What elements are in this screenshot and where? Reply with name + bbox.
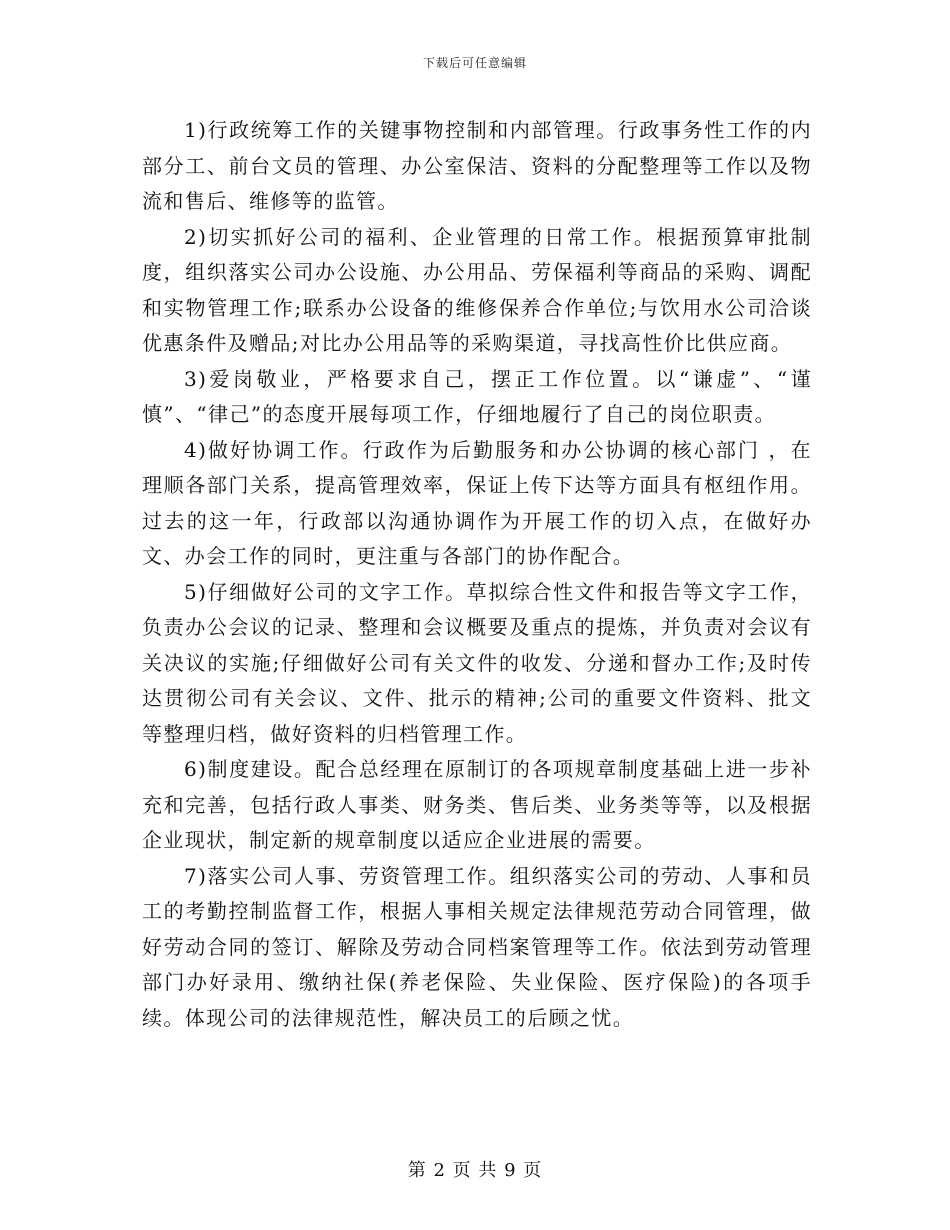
paragraph-3: 3)爱岗敬业，严格要求自己，摆正工作位置。以“谦虚”、“谨慎”、“律己”的态度开展每项工作，仔细地履行了自己的岗位职责。 [142, 366, 812, 426]
paragraph-5: 5)仔细做好公司的文字工作。草拟综合性文件和报告等文字工作，负责办公会议的记录、整理和会议概要及重点的提炼，并负责对会议有关决议的实施;仔细做好公司有关文件的收发、分递和督办工作;及时传达贯彻公司有关会议、文件、批示的精神;公司的重要文件资料、批文等整理归档，做好资料的归档管理工作。 [142, 579, 812, 746]
page-header-note: 下载后可任意编辑 [422, 56, 527, 70]
document-body [142, 113, 812, 1036]
paragraph-6: 6)制度建设。配合总经理在原制订的各项规章制度基础上进一步补充和完善，包括行政人事类、财务类、售后类、业务类等等，以及根据企业现状，制定新的规章制度以适应企业进展的需要。 [142, 757, 812, 852]
page-number-footer: 第 2 页 共 9 页 [407, 1160, 543, 1181]
paragraph-1: 1)行政统筹工作的关键事物控制和内部管理。行政事务性工作的内部分工、前台文员的管理、办公室保洁、资料的分配整理等工作以及物流和售后、维修等的监管。 [142, 118, 812, 213]
paragraph-4: 4)做好协调工作。行政作为后勤服务和办公协调的核心部门 ，在理顺各部门关系，提高管理效率，保证上传下达等方面具有枢纽作用。过去的这一年，行政部以沟通协调作为开展工作的切入点，在做好办文、办会工作的同时，更注重与各部门的协作配合。 [142, 437, 812, 568]
paragraph-7: 7)落实公司人事、劳资管理工作。组织落实公司的劳动、人事和员工的考勤控制监督工作，根据人事相关规定法律规范劳动合同管理，做好劳动合同的签订、解除及劳动合同档案管理等工作。依法到劳动管理部门办好录用、缴纳社保(养老保险、失业保险、医疗保险)的各项手续。体现公司的法律规范性，解决员工的后顾之忧。 [142, 863, 812, 1030]
paragraph-2: 2)切实抓好公司的福利、企业管理的日常工作。根据预算审批制度，组织落实公司办公设施、办公用品、劳保福利等商品的采购、调配和实物管理工作;联系办公设备的维修保养合作单位;与饮用水公司洽谈优惠条件及赠品;对比办公用品等的采购渠道，寻找高性价比供应商。 [142, 224, 812, 355]
